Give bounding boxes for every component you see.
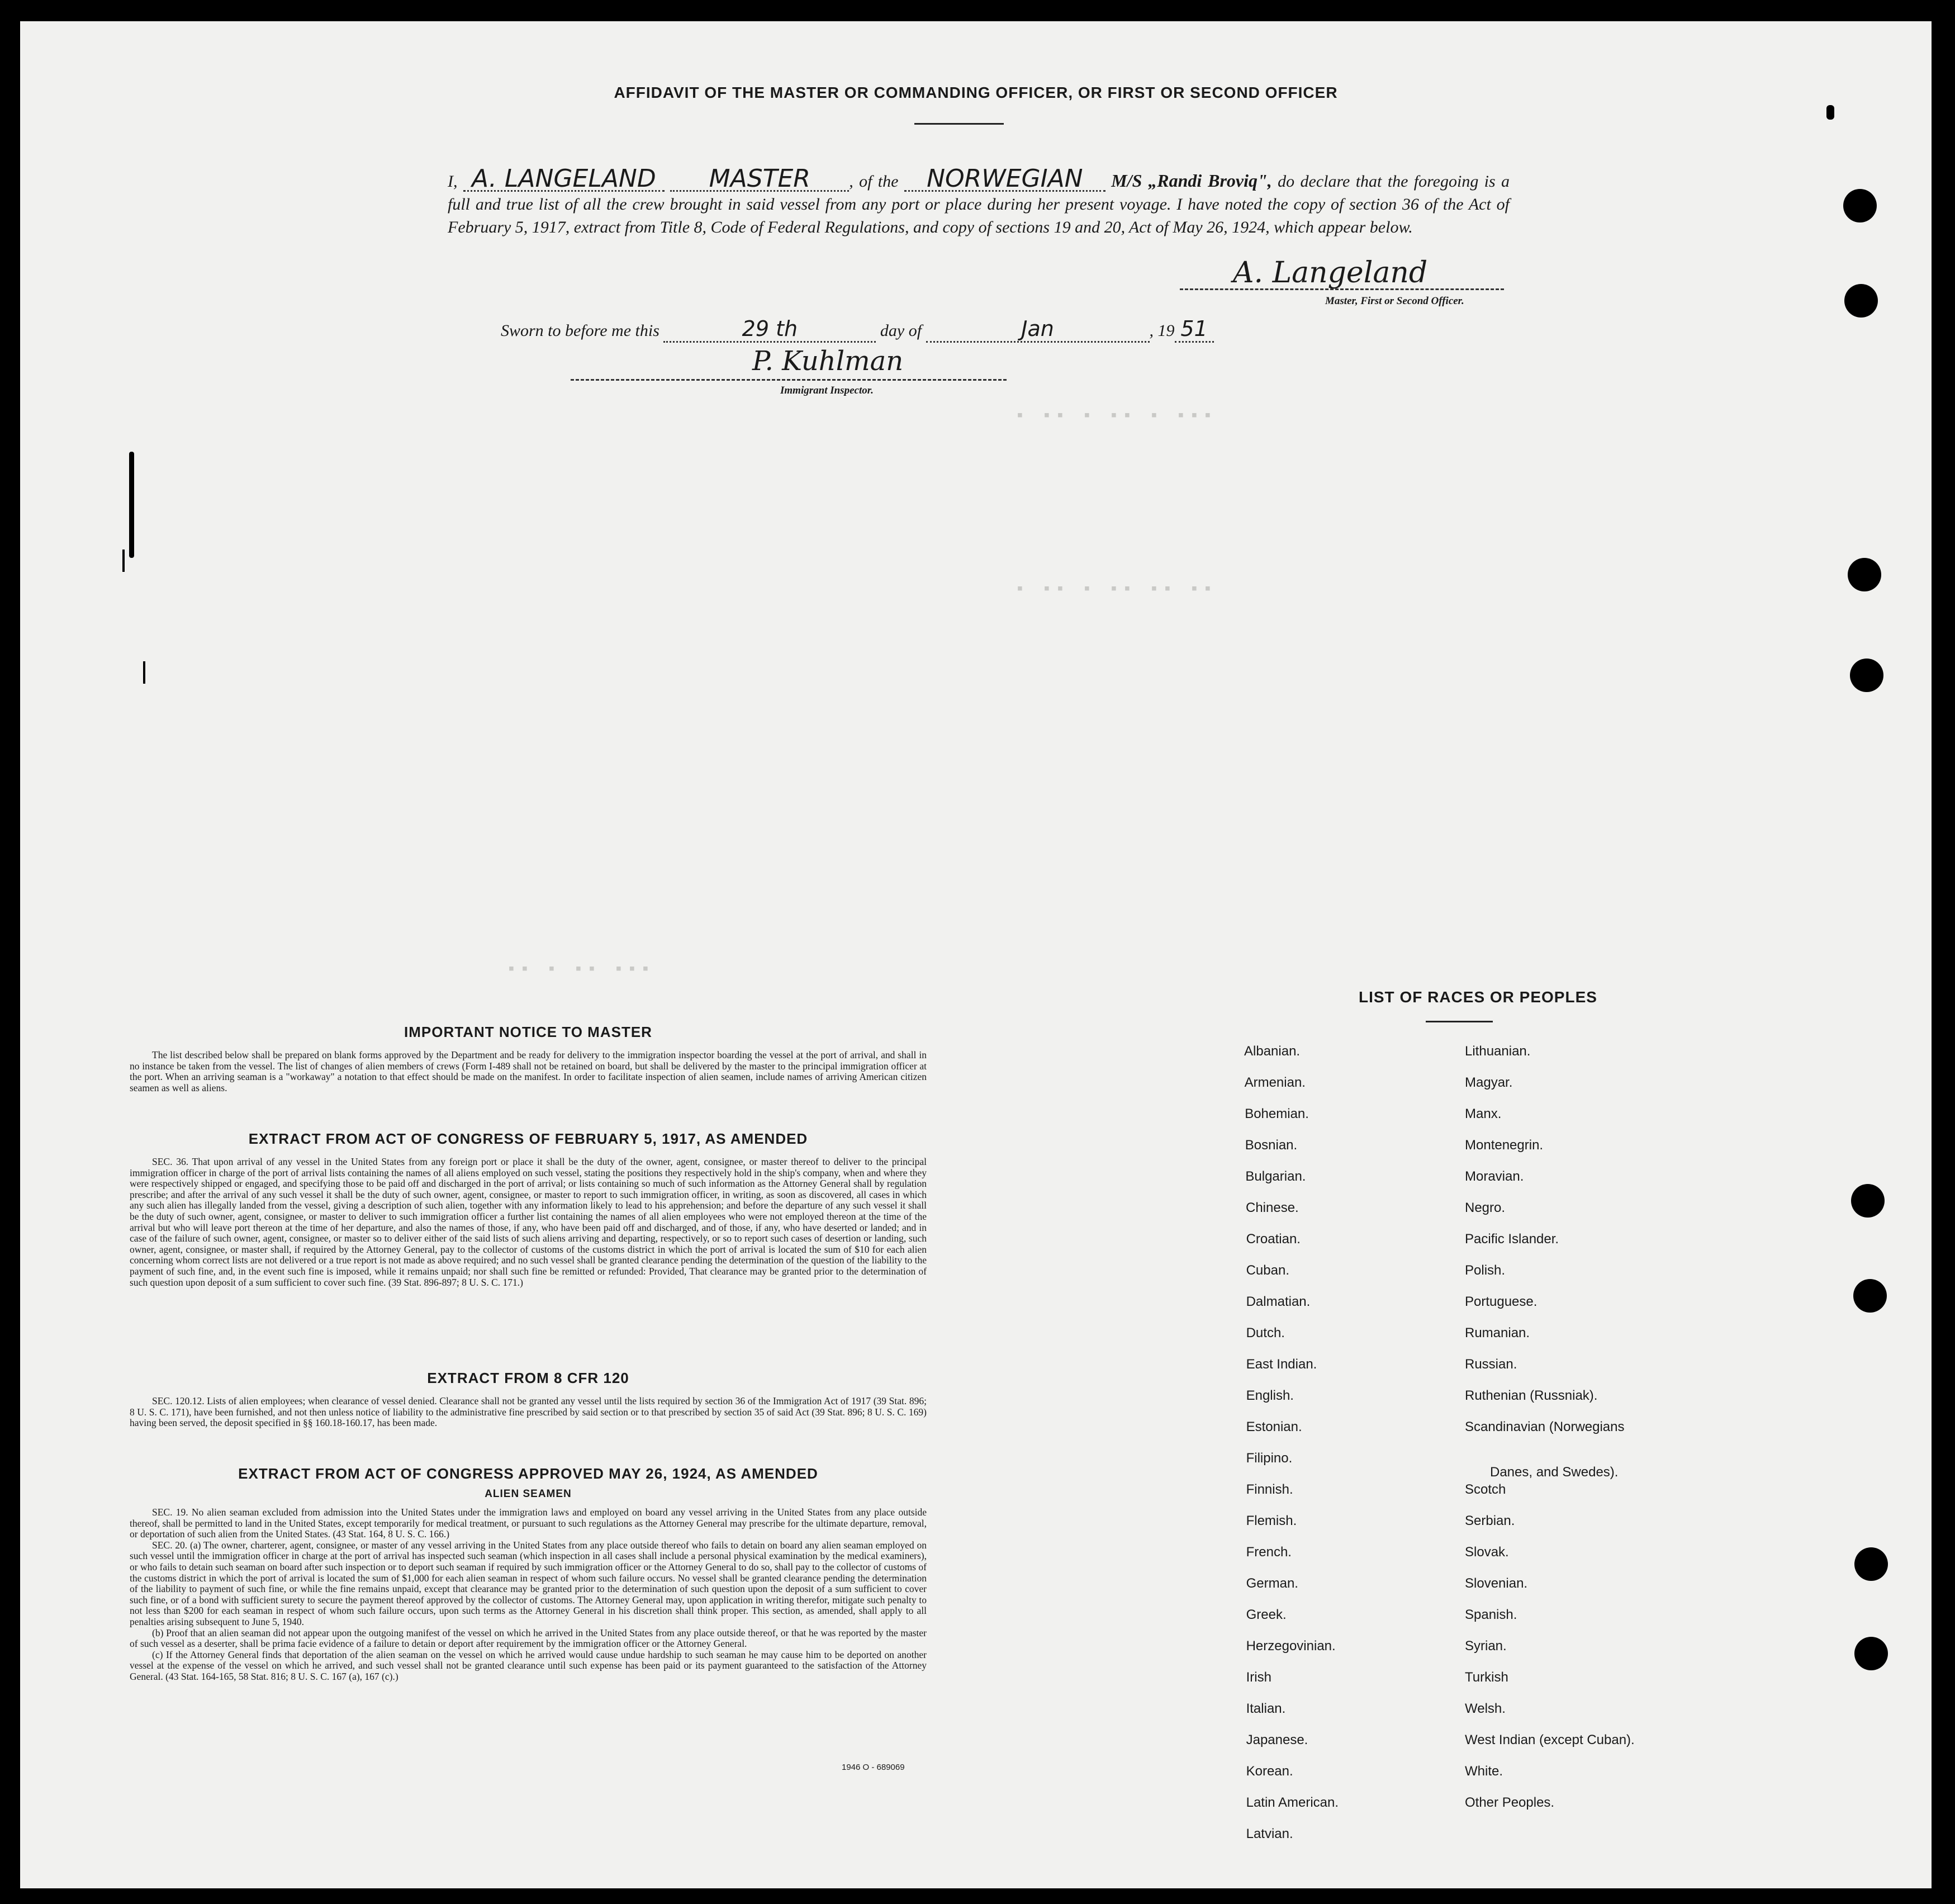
race-item: Serbian. [1465, 1513, 1515, 1528]
of-the-label: , of the [849, 172, 899, 191]
race-item: Russian. [1465, 1357, 1517, 1372]
race-item: Scandinavian (Norwegians [1465, 1419, 1625, 1434]
declaration-text: do declare that the foregoing is a full and true list of all the crew brought in said vessel from any port or place during her present voyage. I have noted the copy of section 36 of the Act of February 5, 1917, extract from Title 8, Code of Federal Regulations, and copy of sections 19 and 20, Act of May 26, 1924, which appear below. [448, 172, 1510, 236]
print-code: 1946 O - 689069 [842, 1763, 905, 1772]
notice-text: The list described below shall be prepared on blank forms approved by the Department and be ready for delivery to the immigration inspector boarding the vessel at the port of arrival, and shall in no instance be taken from the vessel. The list of changes of alien members of crews (Form I-489 shall not be retained on board, but shall be delivered by the master to the principal immigration officer at the port. When an arriving seaman is a "workaway" a notation to that effect should be made on the manifest. In order to facilitate inspection of alien seamen, include names of arriving American citizen seamen as well as aliens. [130, 1049, 927, 1093]
section-20b-text: (b) Proof that an alien seaman did not appear upon the outgoing manifest of the vessel on which he arrived in the United States from any place outside thereof, or that he was reported by the master of such vessel as a deserter, shall be prima facie evidence of a failure to detain or deport after requirement by the immigration officer or the Attorney General. [130, 1627, 927, 1650]
bleed-through: ▪ ▪▪ ▪ ▪▪ ▪▪ ▪▪ [1015, 580, 1217, 599]
race-item: Scotch [1465, 1482, 1506, 1497]
sworn-year-field: 51 [1175, 316, 1214, 343]
race-item: Welsh. [1465, 1701, 1506, 1716]
divider [1426, 1021, 1493, 1022]
punch-hole [1854, 1637, 1888, 1670]
race-item: Greek. [1246, 1607, 1287, 1622]
race-item: Latvian. [1246, 1826, 1293, 1841]
signature-line [571, 379, 1007, 381]
race-item: Dutch. [1246, 1325, 1285, 1341]
race-item: Irish [1246, 1670, 1271, 1685]
sworn-month-field: Jan [926, 316, 1150, 343]
sworn-label: Sworn to before me this [501, 321, 659, 340]
punch-hole [1848, 558, 1881, 591]
sworn-day-field: 29 th [663, 316, 876, 343]
race-item: East Indian. [1246, 1357, 1317, 1372]
affidavit-declaration [448, 164, 1510, 239]
race-item: Pacific Islander. [1465, 1232, 1559, 1247]
nationality-field: NORWEGIAN [904, 168, 1105, 192]
punch-hole [1850, 659, 1883, 692]
margin-mark [129, 452, 134, 558]
race-item: Italian. [1246, 1701, 1286, 1716]
race-item: French. [1246, 1545, 1292, 1560]
race-item: Negro. [1465, 1200, 1506, 1215]
race-item: Spanish. [1465, 1607, 1517, 1622]
inspector-caption: Immigrant Inspector. [780, 385, 874, 396]
race-item: Latin American. [1246, 1795, 1339, 1810]
race-item: Dalmatian. [1246, 1294, 1311, 1309]
extract-1917-section [130, 1130, 927, 1288]
race-item: Armenian. [1244, 1075, 1306, 1090]
master-signature: A. Langeland [1233, 256, 1428, 290]
race-item: Danes, and Swedes). [1490, 1465, 1619, 1480]
race-item: Finnish. [1246, 1482, 1293, 1497]
extract-cfr-text: SEC. 120.12. Lists of alien employees; when clearance of vessel denied. Clearance shall not be granted any vessel until the lists required by section 36 of the Immigration Act of 1917 (39 Stat. 896; 8 U. S. C. 171), have been furnished, and not then unless notice of liability to the administrative fine prescribed by said section or to that prescribed by section 35 of said Act (39 Stat. 896; 8 U. S. C. 169) having been served, the deposit specified in §§ 160.18-160.17, has been made. [130, 1395, 927, 1429]
vessel-name: M/S „Randi Broviq", [1111, 170, 1272, 191]
extract-cfr-title: EXTRACT FROM 8 CFR 120 [427, 1370, 629, 1386]
race-item: Chinese. [1246, 1200, 1299, 1215]
race-item: Japanese. [1246, 1732, 1308, 1747]
extract-1924-section [130, 1465, 927, 1683]
margin-mark [1826, 105, 1834, 120]
extract-1917-title: EXTRACT FROM ACT OF CONGRESS OF FEBRUARY 5, 1917, AS AMENDED [248, 1130, 808, 1147]
race-item: West Indian (except Cuban). [1465, 1732, 1635, 1747]
race-item: Turkish [1465, 1670, 1508, 1685]
signature-line [1180, 288, 1504, 290]
race-item: Lithuanian. [1465, 1044, 1531, 1059]
punch-hole [1853, 1279, 1887, 1313]
margin-mark [122, 550, 125, 572]
race-item: Other Peoples. [1465, 1795, 1555, 1810]
bleed-through: ▪▪ ▪ ▪▪ ▪▪▪ [506, 960, 654, 979]
race-item: Flemish. [1246, 1513, 1297, 1528]
race-item: Slovak. [1465, 1545, 1509, 1560]
race-item: Croatian. [1246, 1232, 1301, 1247]
master-name-field: A. LANGELAND [463, 168, 665, 192]
sworn-statement [501, 316, 1214, 343]
race-item: English. [1246, 1388, 1294, 1403]
extract-1924-title: EXTRACT FROM ACT OF CONGRESS APPROVED MAY 26, 1924, AS AMENDED [238, 1465, 818, 1482]
race-item: Herzegovinian. [1246, 1638, 1336, 1654]
race-item: White. [1465, 1764, 1503, 1779]
race-item: Filipino. [1246, 1451, 1293, 1466]
race-item: Estonian. [1246, 1419, 1302, 1434]
punch-hole [1843, 189, 1877, 222]
declarant-prefix: I, [448, 172, 458, 191]
races-title: LIST OF RACES OR PEOPLES [1359, 988, 1597, 1006]
section-19-text: SEC. 19. No alien seaman excluded from admission into the United States under the immigration laws and employed on board any vessel arriving in the United States from any place outside thereof, shall be permitted to land in the United States, except temporarily for medical treatment, or pursuant to such regulations as the Attorney General may prescribe for the ultimate departure, removal, or deportation of such alien from the United States. (43 Stat. 164, 8 U. S. C. 166.) [130, 1507, 927, 1540]
race-item: Portuguese. [1465, 1294, 1538, 1309]
section-20c-text: (c) If the Attorney General finds that deportation of the alien seaman on the vessel on which he arrived would cause undue hardship to such seaman he may cause him to be deported on another vessel at the expense of the vessel on which he arrived, and such vessel shall not be granted clearance until such expense has been paid or its payment guaranteed to the satisfaction of the Attorney General. (43 Stat. 164-165, 58 Stat. 816; 8 U. S. C. 167 (a), 167 (c).) [130, 1649, 927, 1682]
race-item: Cuban. [1246, 1263, 1289, 1278]
race-item: Syrian. [1465, 1638, 1507, 1654]
punch-hole [1851, 1184, 1885, 1218]
punch-hole [1854, 1547, 1888, 1581]
race-item: German. [1246, 1576, 1298, 1591]
punch-hole [1844, 284, 1878, 318]
inspector-signature: P. Kuhlman [752, 345, 904, 377]
race-item: Bohemian. [1245, 1106, 1309, 1121]
race-item: Magyar. [1465, 1075, 1513, 1090]
race-item: Bosnian. [1245, 1138, 1298, 1153]
extract-cfr-section [130, 1370, 927, 1429]
notice-section [130, 1024, 927, 1093]
race-item: Slovenian. [1465, 1576, 1528, 1591]
document-sheet [20, 21, 1932, 1888]
race-item: Korean. [1246, 1764, 1293, 1779]
race-item: Polish. [1465, 1263, 1506, 1278]
divider [914, 123, 1004, 125]
affidavit-title: AFFIDAVIT OF THE MASTER OR COMMANDING OFFICER, OR FIRST OR SECOND OFFICER [614, 84, 1338, 101]
race-item: Ruthenian (Russniak). [1465, 1388, 1598, 1403]
year-prefix: , 19 [1149, 321, 1175, 340]
day-of-label: day of [880, 321, 922, 340]
race-item: Bulgarian. [1245, 1169, 1306, 1184]
bleed-through: ▪ ▪▪ ▪ ▪▪ ▪ ▪▪▪ [1015, 407, 1217, 426]
margin-mark [143, 661, 145, 684]
section-20a-text: SEC. 20. (a) The owner, charterer, agent, consignee, or master of any vessel arriving in the United States from any place outside thereof who fails to detain on board any alien seaman employed on such vessel until the immigration officer in charge at the port of arrival has inspected such seaman (which inspection in all cases shall include a personal physical examination by the medical examiners), or who fails to detain such seaman on board after such inspection or to deport such seaman if required by such immigration officer or the Attorney General to do so, shall pay to the collector of customs of the customs district in which the port of arrival is located the sum of $1,000 for each alien seaman in respect of whom such failure occurs. No vessel shall be granted clearance pending the determination of the liability to payment of such fine, or while the fine remains unpaid, except that clearance may be granted prior to the determination of such question upon the deposit of a sum sufficient to cover such fine, or of a bond with sufficient surety to secure the payment thereof approved by the collector of customs. The Attorney General may, upon application in writing therefor, mitigate such penalty to not less than $200 for each seaman in respect of whom such failure occurs, upon such terms as the Attorney General in his discretion shall think proper. This section, as amended, shall apply to all penalties arising subsequent to June 5, 1940. [130, 1539, 927, 1627]
race-item: Albanian. [1244, 1044, 1301, 1059]
extract-1924-subtitle: ALIEN SEAMEN [485, 1488, 572, 1500]
race-item: Rumanian. [1465, 1325, 1530, 1341]
notice-title: IMPORTANT NOTICE TO MASTER [404, 1024, 652, 1040]
rank-field: MASTER [670, 168, 849, 192]
master-caption: Master, First or Second Officer. [1325, 295, 1464, 307]
race-item: Manx. [1465, 1106, 1502, 1121]
extract-1917-text: SEC. 36. That upon arrival of any vessel in the United States from any foreign port or place it shall be the duty of the owner, agent, consignee, or master thereof to deliver to the principal immigration officer in charge of the port of arrival lists containing the names of all aliens employed on such vessel, stating the positions they respectively hold in the ship's company, when and where they were respectively shipped or engaged, and specifying those to be paid off and discharged in the port of arrival; or lists containing so much of such information as the Attorney General shall by regulation prescribe; and after the arrival of any such vessel it shall be the duty of such owner, agent, consignee, or master to report to such immigration officer, in writing, as soon as discovered, all cases in which any such alien has illegally landed from the vessel, giving a description of such alien, together with any information likely to lead to his apprehension; and before the departure of any such vessel it shall be the duty of such owner, agent, consignee, or master to deliver to such immigration officer a further list containing the names of all alien employees who were not employed thereon at the time of the arrival but who will leave port thereon at the time of her departure, and also the names of those, if any, who have been paid off and discharged, and of those, if any, who have deserted or landed; and in case of the failure of such owner, agent, consignee, or master so to deliver either of the said lists of such aliens arriving and departing, respectively, or so to report such cases of desertion or landing, such owner, agent, consignee, or master shall, if required by the Attorney General, pay to the collector of customs of the customs district in which the port of arrival is located the sum of $10 for each alien concerning whom correct lists are not delivered or a true report is not made as above required; and no such vessel shall be granted clearance pending the determination of the question of the liability to the payment of such fine, and, in the event such fine is imposed, while it remains unpaid; nor shall such fine be remitted or refunded: Provided, That clearance may be granted prior to the determination of such question upon deposit of a sum sufficient to cover such fine. (39 Stat. 896-897; 8 U. S. C. 171.) [130, 1156, 927, 1288]
race-item: Montenegrin. [1465, 1138, 1544, 1153]
race-item: Moravian. [1465, 1169, 1524, 1184]
